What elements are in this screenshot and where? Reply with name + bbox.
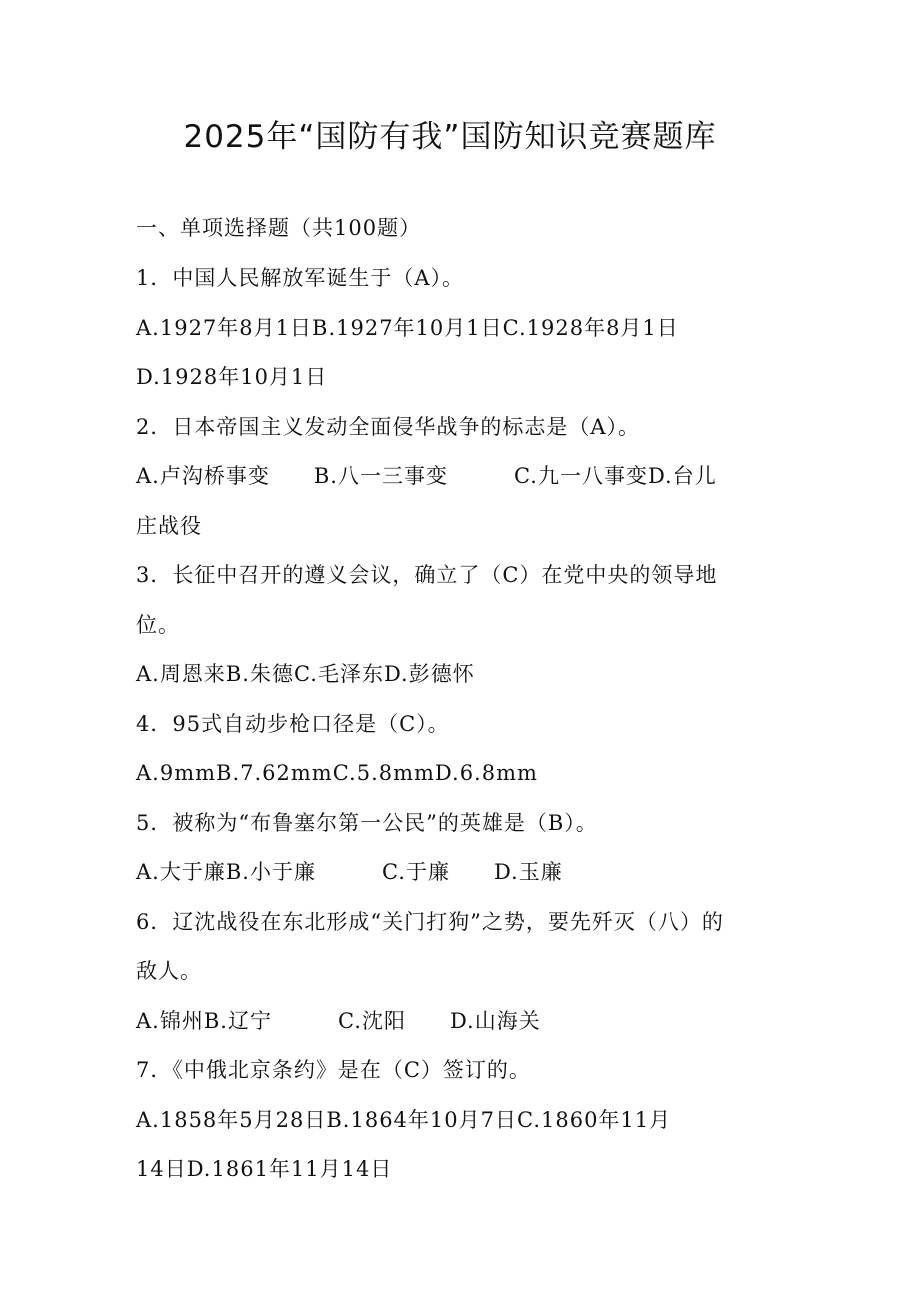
- question-7-options: A.1858年5月28日B.1864年10月7日C.1860年11月: [136, 1108, 672, 1132]
- question-1: 1．中国人民解放军诞生于（A）。: [136, 266, 465, 290]
- question-6-options: A.锦州B.辽宁 C.沈阳 D.山海关: [136, 1009, 541, 1033]
- question-7: 7．《中俄北京条约》是在（C）签订的。: [136, 1058, 531, 1082]
- question-7-options-cont: 14日D.1861年11月14日: [136, 1157, 393, 1181]
- question-2: 2．日本帝国主义发动全面侵华战争的标志是（A）。: [136, 415, 641, 439]
- question-3-cont: 位。: [136, 613, 180, 637]
- question-5-options: A.大于廉B.小于廉 C.于廉 D.玉廉: [136, 860, 563, 884]
- question-2-options: A.卢沟桥事变 B.八一三事变 C.九一八事变D.台儿: [136, 464, 717, 488]
- question-1-options-cont: D.1928年10月1日: [136, 365, 328, 389]
- question-2-options-cont: 庄战役: [136, 514, 202, 538]
- page-title: 2025年“国防有我”国防知识竞赛题库: [183, 119, 717, 155]
- question-1-options: A.1927年8月1日B.1927年10月1日C.1928年8月1日: [136, 316, 679, 340]
- question-4: 4．95式自动步枪口径是（C）。: [136, 712, 450, 736]
- section-heading: 一、单项选择题（共100题）: [136, 216, 422, 240]
- question-6: 6．辽沈战役在东北形成“关门打狗”之势，要先歼灭（八）的: [136, 910, 724, 934]
- question-4-options: A.9mmB.7.62mmC.5.8mmD.6.8mm: [136, 761, 538, 785]
- question-5: 5．被称为“布鲁塞尔第一公民”的英雄是（B）。: [136, 811, 598, 835]
- question-3: 3．长征中召开的遵义会议，确立了（C）在党中央的领导地: [136, 563, 718, 587]
- question-6-cont: 敌人。: [136, 959, 202, 983]
- question-3-options: A.周恩来B.朱德C.毛泽东D.彭德怀: [136, 662, 475, 686]
